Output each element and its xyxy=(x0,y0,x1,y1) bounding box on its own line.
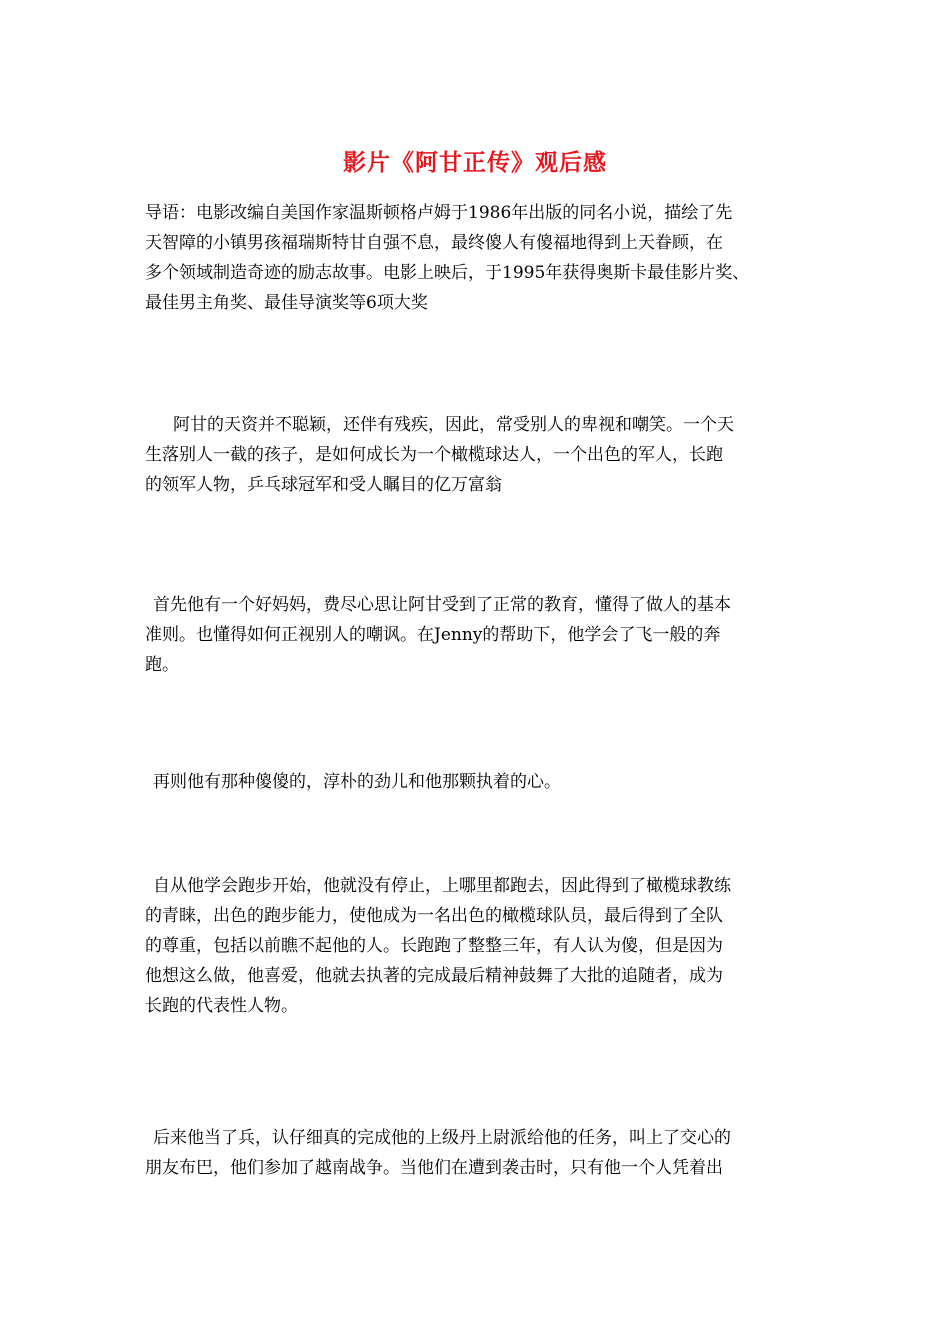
text-line: 天智障的小镇男孩福瑞斯特甘自强不息，最终傻人有傻福地得到上天眷顾，在 xyxy=(145,233,723,253)
text-line: 多个领域制造奇迹的励志故事。电影上映后，于1995年获得奥斯卡最佳影片奖、 xyxy=(145,263,750,283)
text-line: 准则。也懂得如何正视别人的嘲讽。在Jenny的帮助下，他学会了飞一般的奔 xyxy=(145,625,721,645)
paragraph-talent xyxy=(145,410,815,500)
paragraph-army xyxy=(145,1123,815,1183)
text-line: 的青睐，出色的跑步能力，使他成为一名出色的橄榄球队员，最后得到了全队 xyxy=(145,906,723,926)
text-line: 生落别人一截的孩子，是如何成长为一个橄榄球达人，一个出色的军人，长跑 xyxy=(145,445,723,465)
text-line: 阿甘的天资并不聪颖，还伴有残疾，因此，常受别人的卑视和嘲笑。一个天 xyxy=(173,415,734,435)
text-line: 导语：电影改编自美国作家温斯顿格卢姆于1986年出版的同名小说，描绘了先 xyxy=(145,203,733,223)
text-line: 自从他学会跑步开始，他就没有停止，上哪里都跑去，因此得到了橄榄球教练 xyxy=(153,876,731,896)
paragraph-running xyxy=(145,871,815,1021)
text-line: 后来他当了兵，认仔细真的完成他的上级丹上尉派给他的任务，叫上了交心的 xyxy=(153,1128,731,1148)
text-line: 首先他有一个好妈妈，费尽心思让阿甘受到了正常的教育，懂得了做人的基本 xyxy=(153,595,731,615)
text-line: 最佳男主角奖、最佳导演奖等6项大奖 xyxy=(145,293,428,313)
paragraph-mother xyxy=(145,590,815,680)
text-line: 再则他有那种傻傻的，淳朴的劲儿和他那颗执着的心。 xyxy=(153,772,561,792)
text-line: 他想这么做，他喜爱，他就去执著的完成最后精神鼓舞了大批的追随者，成为 xyxy=(145,966,723,986)
text-line: 的尊重，包括以前瞧不起他的人。长跑跑了整整三年，有人认为傻，但是因为 xyxy=(145,936,723,956)
text-line: 的领军人物，乒乓球冠军和受人瞩目的亿万富翁 xyxy=(145,475,502,495)
document-title: 影片《阿甘正传》观后感 xyxy=(343,149,607,176)
text-line: 跑。 xyxy=(145,655,179,675)
text-line: 朋友布巴，他们参加了越南战争。当他们在遭到袭击时，只有他一个人凭着出 xyxy=(145,1158,723,1178)
text-line: 长跑的代表性人物。 xyxy=(145,996,298,1016)
paragraph-intro xyxy=(145,198,815,318)
paragraph-persistence xyxy=(145,767,815,797)
